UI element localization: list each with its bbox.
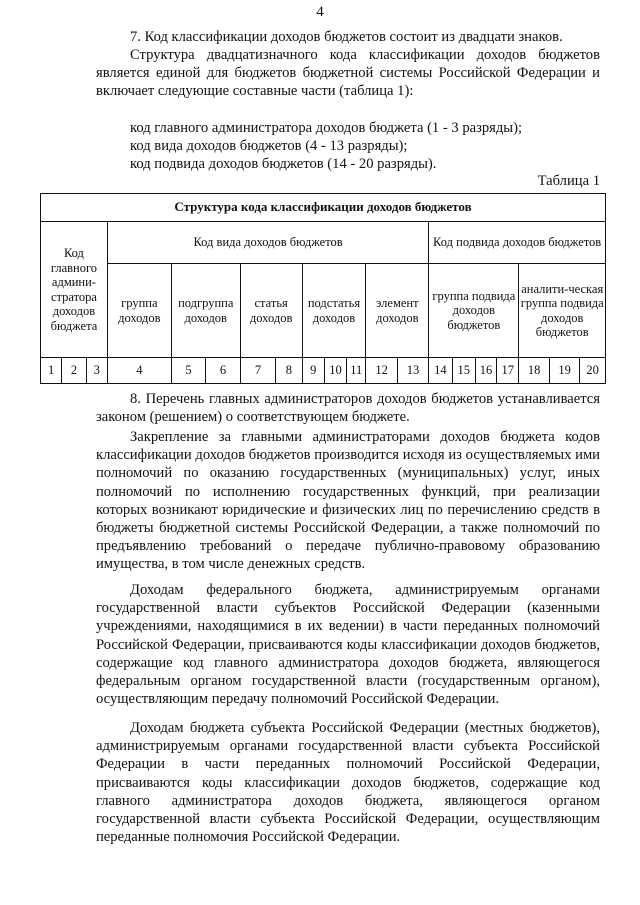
header-podvid-group: группа подвида доходов бюджетов xyxy=(429,264,519,358)
list-item-admin: код главного администратора доходов бюджета (1 - 3 разряды); xyxy=(130,120,523,136)
digit-cell: 17 xyxy=(497,358,519,384)
header-admin-code: Код главного админи-стратора доходов бюджета xyxy=(41,222,108,358)
digit-cell: 7 xyxy=(240,358,275,384)
list-item-podvid: код подвида доходов бюджетов (14 - 20 разряды). xyxy=(130,156,437,173)
digit-cell: 11 xyxy=(347,358,366,384)
digit-cell: 20 xyxy=(580,358,606,384)
digit-cell: 1 xyxy=(41,358,62,384)
digit-cell: 14 xyxy=(429,358,452,384)
digit-cell: 8 xyxy=(276,358,302,384)
digit-cell: 6 xyxy=(206,358,240,384)
para8-assignment: Закрепление за главными администраторами доходов бюджета кодов классификации доходов бюджетов производится исходя из осуществляемых ими полномочий по оказанию государственных (муниципальных) услуг, иных полномочий по исполнению государственных функций, при реализации которых возникают юридические и физических лиц по перечислению средств в бюджеты бюджетной системы Российской Федерации, а также полномочий по предъявлению требований о передаче публично-правовому образованию имущества, в том числе денежных средств. xyxy=(96,429,600,573)
digit-cell: 13 xyxy=(397,358,428,384)
para7-intro: Структура двадцатизначного кода классификации доходов бюджетов является единой для бюджетов бюджетной системы Российской Федерации и включает следующие составные части (таблица 1): xyxy=(96,47,600,100)
header-article: статья доходов xyxy=(240,264,302,358)
header-analytic-group: аналити-ческая группа подвида доходов бюджетов xyxy=(519,264,606,358)
digit-cell: 15 xyxy=(452,358,475,384)
list-item-vid: код вида доходов бюджетов (4 - 13 разряды); xyxy=(130,138,408,155)
digit-cell: 3 xyxy=(86,358,107,384)
header-subgroup: подгруппа доходов xyxy=(171,264,240,358)
header-subarticle: подстатья доходов xyxy=(302,264,366,358)
digit-cell: 9 xyxy=(302,358,324,384)
header-group: группа доходов xyxy=(107,264,171,358)
para8-regional: Доходам бюджета субъекта Российской Федерации (местных бюджетов), администрируемым органами государственной власти субъекта Российской Федерации в части переданных полномочий Российской Федерации, присваиваются коды классификации доходов бюджетов, содержащие код главного администратора доходов бюджета, являющегося органом государственной власти субъекта Российской Федерации, осуществляющим переданные полномочия Российской Федерации. xyxy=(96,720,600,846)
digit-cell: 12 xyxy=(366,358,397,384)
header-podvid-code: Код подвида доходов бюджетов xyxy=(429,222,606,264)
table-title: Структура кода классификации доходов бюджетов xyxy=(41,194,606,222)
page-number: 4 xyxy=(316,4,324,20)
digit-cell: 19 xyxy=(549,358,579,384)
header-vid-code: Код вида доходов бюджетов xyxy=(107,222,428,264)
para7-line1: 7. Код классификации доходов бюджетов состоит из двадцати знаков. xyxy=(130,29,563,45)
para8-list-law: 8. Перечень главных администраторов доходов бюджетов устанавливается законом (решением) о соответствующем бюджете. xyxy=(96,391,600,426)
digit-cell: 2 xyxy=(62,358,86,384)
digit-cell: 4 xyxy=(107,358,171,384)
digit-cell: 18 xyxy=(519,358,549,384)
digit-cell: 16 xyxy=(475,358,496,384)
code-parts-list xyxy=(130,119,522,174)
header-element: элемент доходов xyxy=(366,264,429,358)
digit-cell: 10 xyxy=(324,358,346,384)
digit-cell: 5 xyxy=(171,358,205,384)
table-caption: Таблица 1 xyxy=(537,173,600,189)
para8-federal: Доходам федерального бюджета, администрируемым органами государственной власти субъектов Российской Федерации (казенными учреждениями, находящимися в их ведении) в части переданных полномочий Российской Федерации, присваиваются коды классификации доходов бюджетов, содержащие код главного администратора доходов бюджета, являющегося федеральным органом государственной власти (государственным органом), осуществляющим передачу полномочий Российской Федерации. xyxy=(96,582,600,708)
code-structure-table xyxy=(40,193,606,384)
